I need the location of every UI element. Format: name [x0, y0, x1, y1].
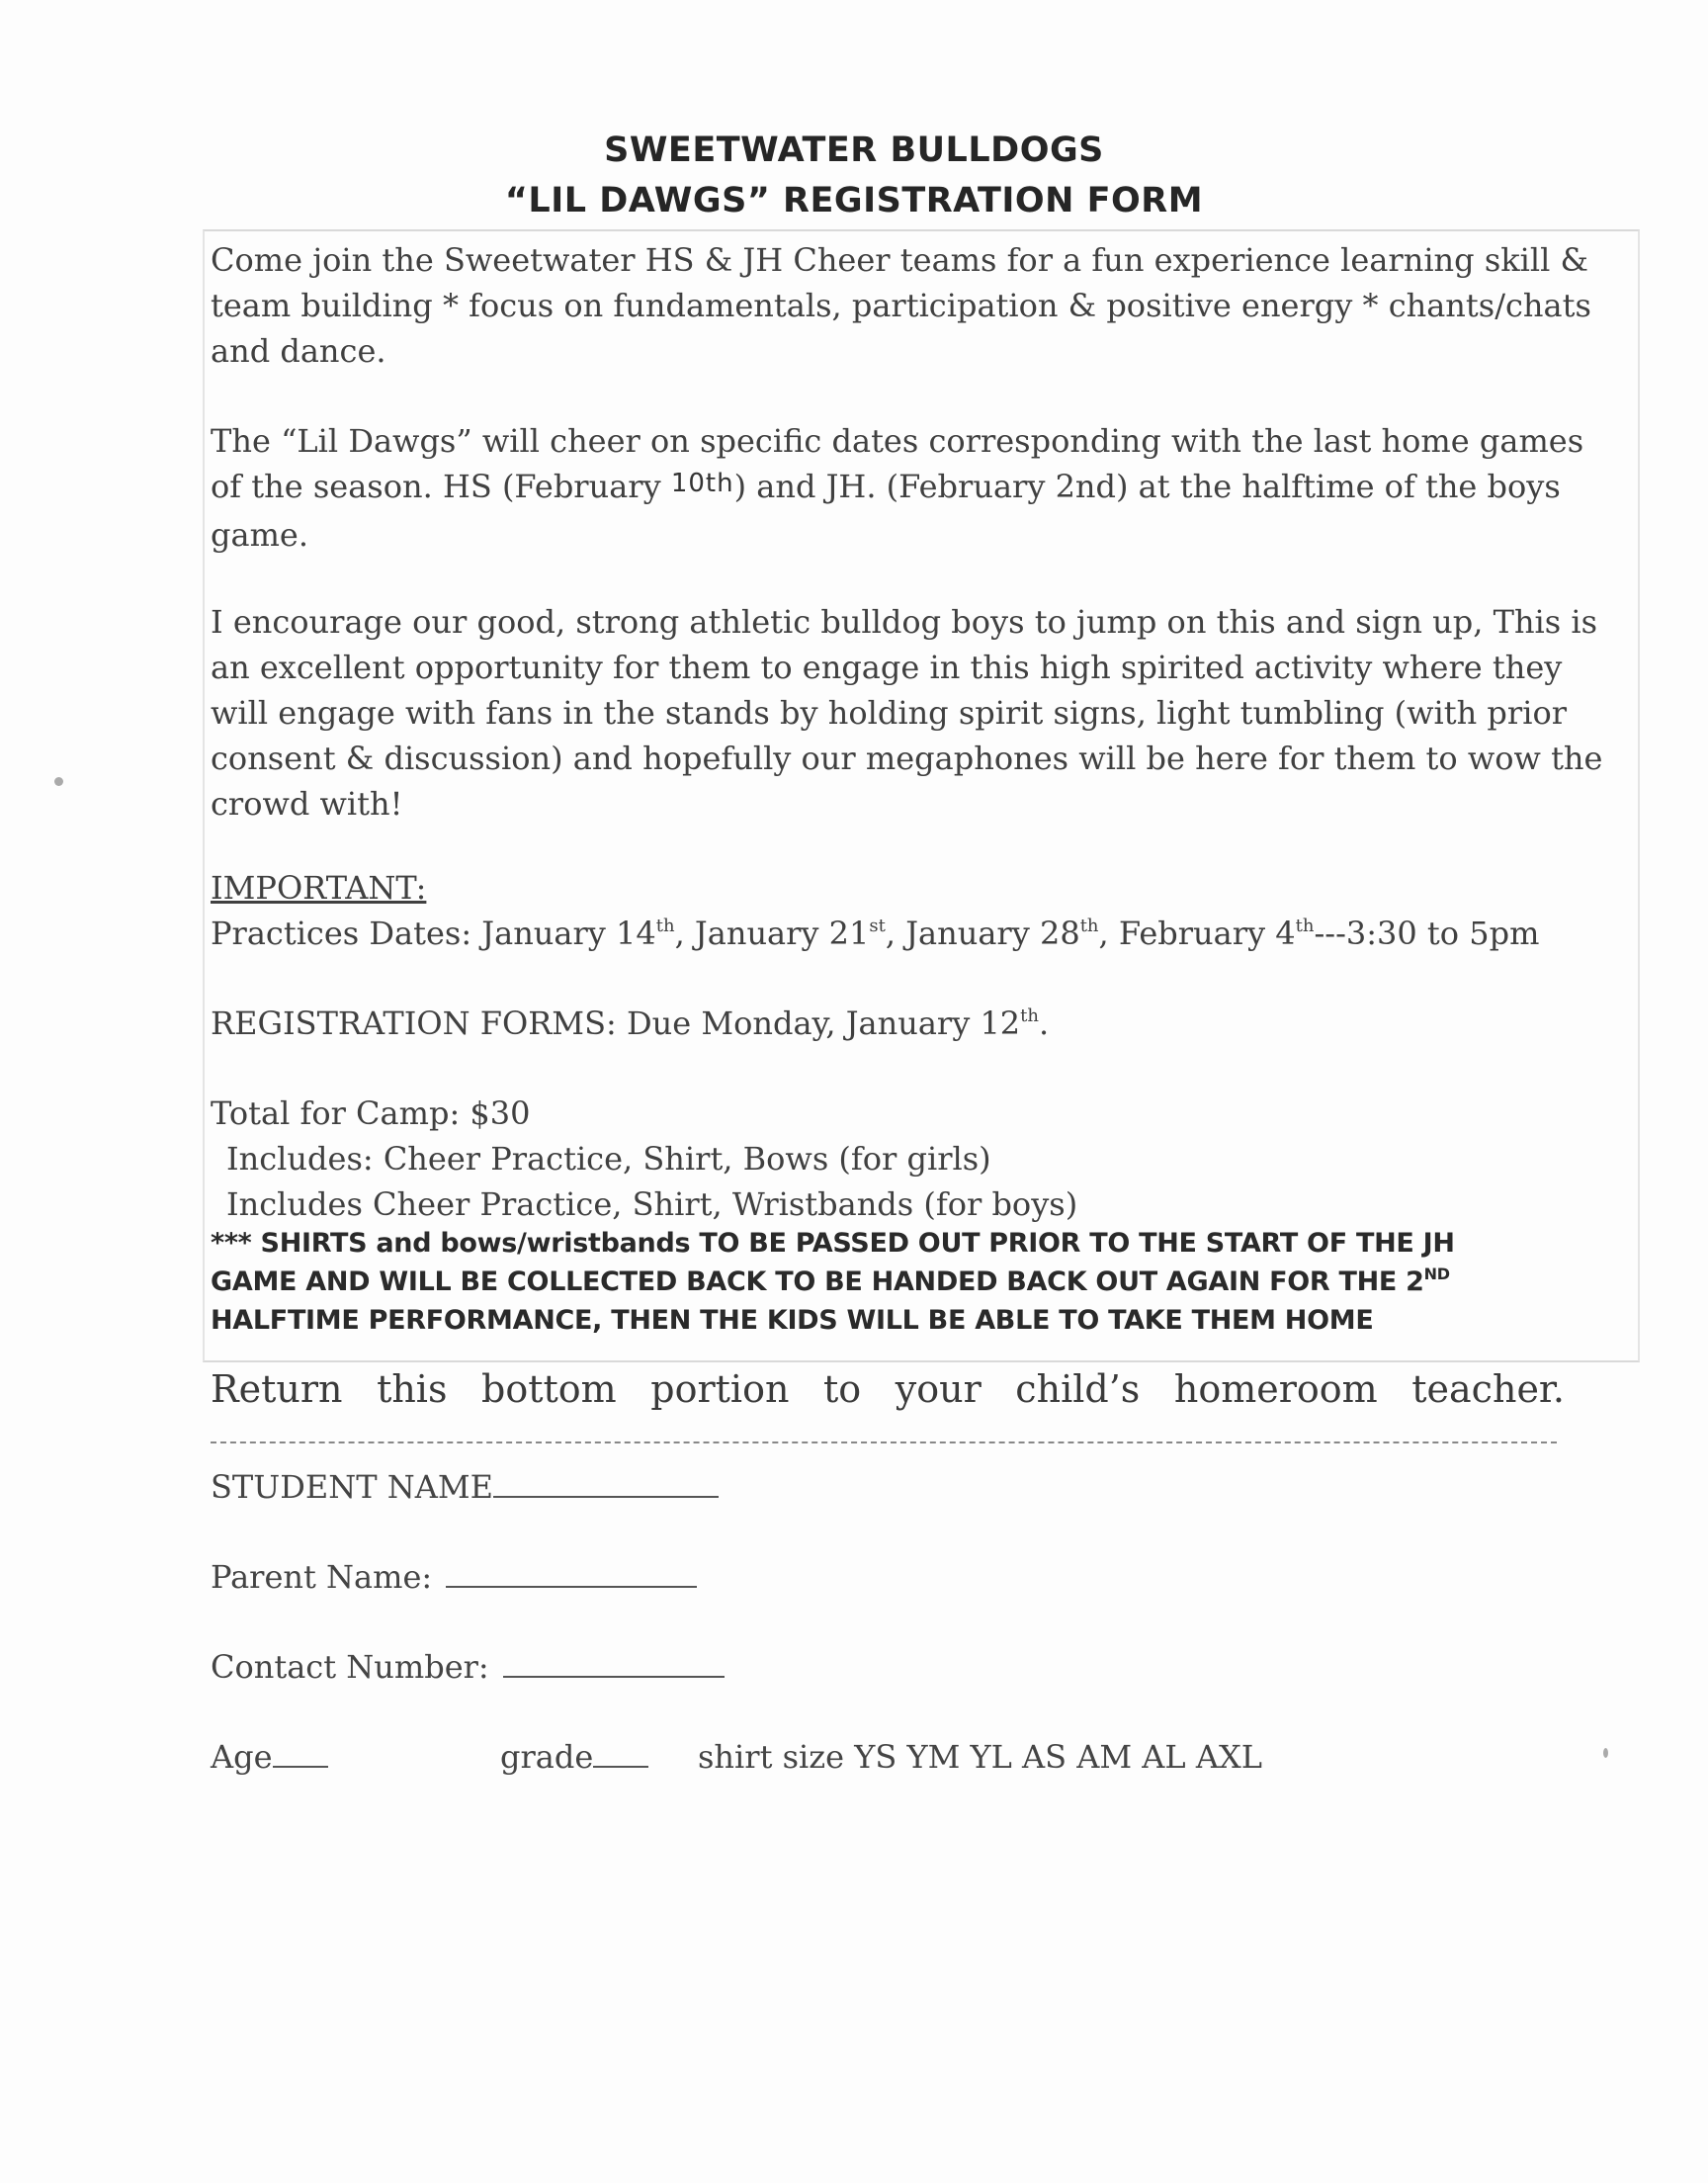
age-field [211, 1735, 328, 1779]
parent-name-field [211, 1555, 697, 1599]
cut-line [211, 1441, 1557, 1443]
includes-girls: Includes: Cheer Practice, Shirt, Bows (for girls) [226, 1140, 991, 1178]
dates-paragraph [211, 418, 1624, 558]
important-section [211, 865, 1624, 956]
contact-number-blank[interactable] [503, 1646, 725, 1678]
contact-number-label: Contact Number: [211, 1648, 499, 1686]
includes-boys: Includes Cheer Practice, Shirt, Wristbands (for boys) [226, 1185, 1078, 1223]
practice-dates: Practices Dates: January 14th, January 21st, January 28th, February 4th---3:30 to 5pm [211, 915, 1540, 952]
dates-text-1: The “Lil Dawgs” will cheer on specific dates corresponding with the last home games of the season. HS (February [211, 422, 1584, 505]
camp-total: Total for Camp: $30 [211, 1094, 531, 1132]
important-heading: IMPORTANT: [211, 869, 427, 907]
grade-label: grade [500, 1738, 594, 1776]
parent-name-blank[interactable] [446, 1556, 697, 1588]
parent-name-label: Parent Name: [211, 1558, 443, 1596]
student-name-field [211, 1465, 719, 1509]
scan-speck [1603, 1748, 1608, 1758]
dates-text-2: ) and JH. (February 2nd) at the halftime of the boys game. [211, 468, 1561, 554]
encourage-paragraph: I encourage our good, strong athletic bulldog boys to jump on this and sign up, This is an excellent opportunity for them to engage in this high spirited activity where they will engage with fans in the stands by holding spirit signs, light tumbling (with prior consent & discussion) and hopefully our megaphones will be here for them to wow the crowd with! [211, 603, 1603, 823]
scan-speck [54, 777, 63, 786]
contact-number-field [211, 1645, 725, 1689]
age-label: Age [211, 1738, 273, 1776]
handwritten-date: 10th [670, 469, 734, 498]
student-name-blank[interactable] [493, 1466, 719, 1498]
age-blank[interactable] [273, 1736, 328, 1768]
intro-paragraph: Come join the Sweetwater HS & JH Cheer teams for a fun experience learning skill & team building * focus on fundamentals, participation & positive energy * chants/chats and dance. [211, 241, 1591, 370]
grade-field [500, 1735, 648, 1779]
student-name-label: STUDENT NAME [211, 1468, 493, 1506]
shirts-notice: *** SHIRTS and bows/wristbands TO BE PASSED OUT PRIOR TO THE START OF THE JH GAME AND WILL BE COLLECTED BACK TO BE HANDED BACK OUT AGAIN FOR THE 2ND HALFTIME PERFORMANCE, THEN THE KIDS WILL BE ABLE TO TAKE THEM HOME [211, 1228, 1455, 1336]
registration-due: REGISTRATION FORMS: Due Monday, January 12th. [211, 1004, 1050, 1042]
cost-section [211, 1091, 1624, 1227]
grade-blank[interactable] [593, 1736, 648, 1768]
return-instruction: Return this bottom portion to your child’s homeroom teacher. [211, 1367, 1565, 1411]
shirt-size-options: shirt size YS YM YL AS AM AL AXL [698, 1738, 1262, 1776]
form-subtitle: “LIL DAWGS” REGISTRATION FORM [504, 181, 1204, 220]
form-title: SWEETWATER BULLDOGS [604, 131, 1104, 170]
